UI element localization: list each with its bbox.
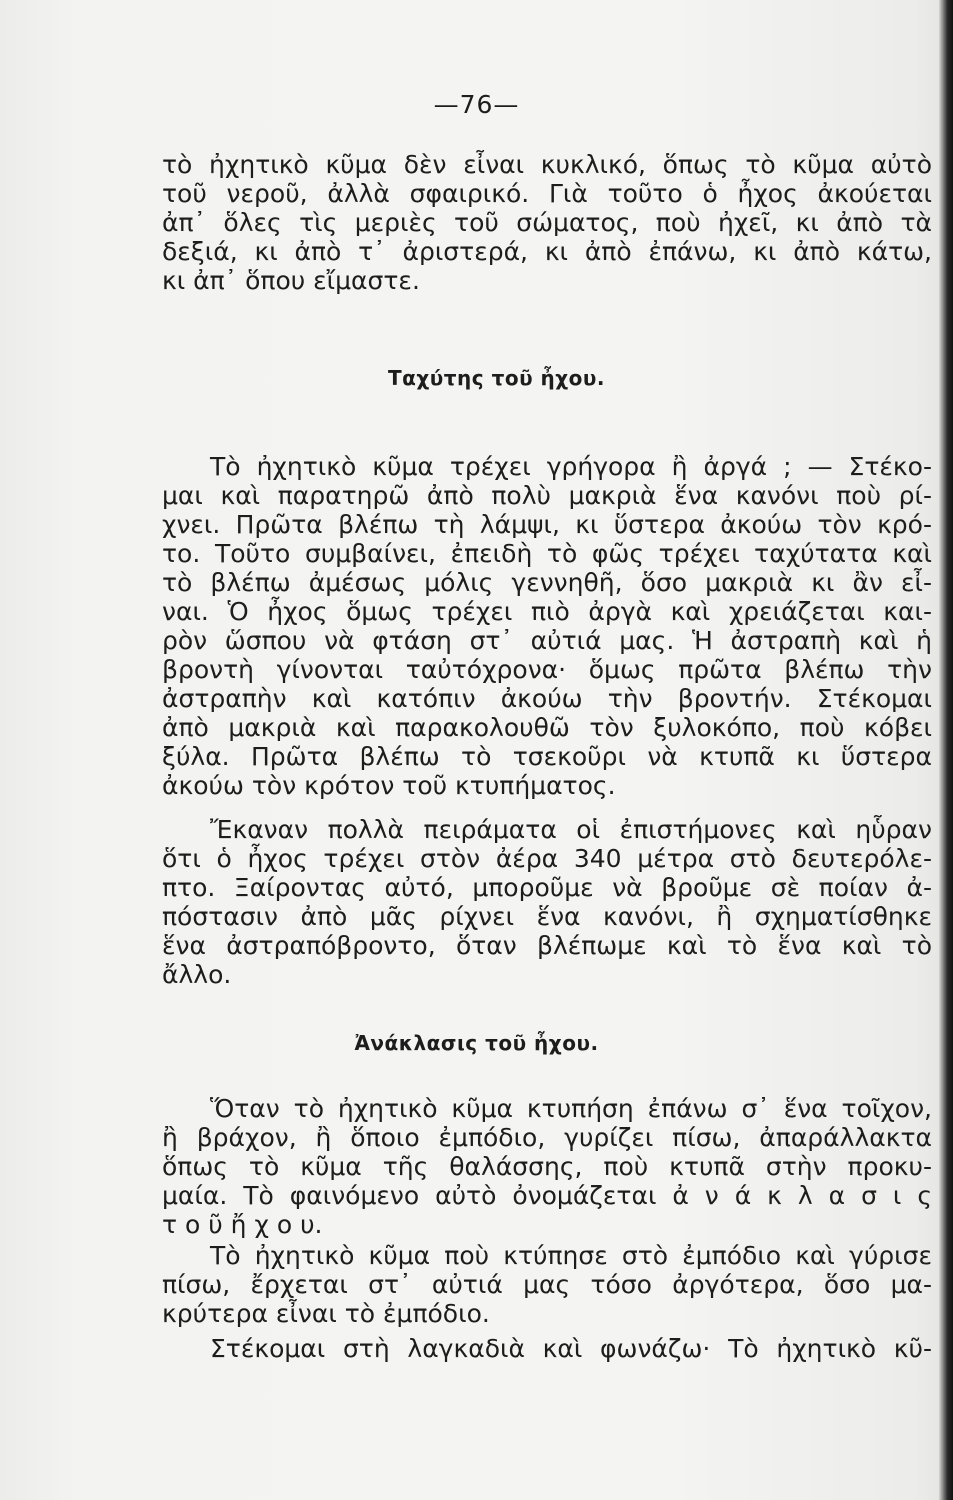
paragraph-speed [162,452,932,800]
paragraph-echo-delay [162,1241,932,1328]
text-line: ἀκούω τὸν κρότον τοῦ κτυπήματος. [162,771,616,800]
text-line: τοῦ νεροῦ, ἀλλὰ σφαιρικό. Γιὰ τοῦτο ὁ ἦχος ἀκούεται [162,179,932,208]
text-line: ἢ βράχον, ἢ ὅποιο ἐμπόδιο, γυρίζει πίσω, ἀπαράλλακτα [162,1123,932,1152]
section-heading-reflection: Ἀνάκλασις τοῦ ἦχου. [354,1031,599,1055]
text-line: μαι καὶ παρατηρῶ ἀπὸ πολὺ μακριὰ ἕνα κανόνι ποὺ ρί- [162,481,932,510]
text-line: χνει. Πρῶτα βλέπω τὴ λάμψι, κι ὕστερα ἀκούω τὸν κρό- [162,510,932,539]
text-line: τ ο ῦ ἤ χ ο υ. [162,1210,323,1239]
text-line: ναι. Ὁ ἦχος ὅμως τρέχει πιὸ ἀργὰ καὶ χρειάζεται και- [162,597,932,626]
text-line: ὅπως τὸ κῦμα τῆς θαλάσσης, ποὺ κτυπᾶ στὴν προκυ- [162,1152,932,1181]
paragraph-continuation [162,150,932,295]
text-line: Ὅταν τὸ ἠχητικὸ κῦμα κτυπήση ἐπάνω σ᾽ ἕνα τοῖχον, [210,1094,932,1123]
text-line: μαία. Τὸ φαινόμενο αὐτὸ ὀνομάζεται ἀ ν ά κ λ α σ ι ς [162,1181,932,1210]
text-line: πτο. Ξαίροντας αὐτό, μποροῦμε νὰ βροῦμε σὲ ποίαν ἀ- [162,873,932,902]
text-line: κι ἀπ᾽ ὅπου εἴμαστε. [162,266,420,295]
text-line: κρύτερα εἶναι τὸ ἐμπόδιο. [162,1299,490,1328]
paragraph-valley [162,1334,932,1363]
text-line: πίσω, ἔρχεται στ᾽ αὐτιά μας τόσο ἀργότερα, ὅσο μα- [162,1270,932,1299]
paragraph-experiments [162,815,932,989]
paragraph-reflection [162,1094,932,1239]
text-line: ὅτι ὁ ἦχος τρέχει στὸν ἀέρα 340 μέτρα στὸ δευτερόλε- [162,844,932,873]
text-line: Στέκομαι στὴ λαγκαδιὰ καὶ φωνάζω· Τὸ ἠχητικὸ κῦ- [210,1334,932,1363]
text-line: ρὸν ὥσπου νὰ φτάση στ᾽ αὐτιά μας. Ἡ ἀστραπὴ καὶ ἡ [162,626,932,655]
text-line: το. Τοῦτο συμβαίνει, ἐπειδὴ τὸ φῶς τρέχει ταχύτατα καὶ [162,539,932,568]
text-line: ἄλλο. [162,960,232,989]
text-line: δεξιά, κι ἀπὸ τ᾽ ἀριστερά, κι ἀπὸ ἐπάνω, κι ἀπὸ κάτω, [162,237,932,266]
page-edge-shadow [939,0,953,1500]
text-line: ἀπ᾽ ὅλες τὶς μεριὲς τοῦ σώματος, ποὺ ἠχεῖ, κι ἀπὸ τὰ [162,208,932,237]
page-number: —76— [433,90,520,119]
text-line: ἀστραπὴν καὶ κατόπιν ἀκούω τὴν βροντήν. Στέκομαι [162,684,932,713]
text-line: ἕνα ἀστραπόβροντο, ὅταν βλέπωμε καὶ τὸ ἕνα καὶ τὸ [162,931,932,960]
text-line: Τὸ ἠχητικὸ κῦμα ποὺ κτύπησε στὸ ἐμπόδιο καὶ γύρισε [210,1241,932,1270]
text-line: Τὸ ἠχητικὸ κῦμα τρέχει γρήγορα ἢ ἀργά ; — Στέκο- [210,452,932,481]
text-line: ξύλα. Πρῶτα βλέπω τὸ τσεκοῦρι νὰ κτυπᾶ κι ὕστερα [162,742,932,771]
text-line: ἀπὸ μακριὰ καὶ παρακολουθῶ τὸν ξυλοκόπο, ποὺ κόβει [162,713,932,742]
text-line: Ἔκαναν πολλὰ πειράματα οἱ ἐπιστήμονες καὶ ηὗραν [210,815,932,844]
text-line: τὸ βλέπω ἀμέσως μόλις γεννηθῆ, ὅσο μακριὰ κι ἂν εἶ- [162,568,932,597]
text-line: πόστασιν ἀπὸ μᾶς ρίχνει ἕνα κανόνι, ἢ σχηματίσθηκε [162,902,932,931]
text-line: τὸ ἠχητικὸ κῦμα δὲν εἶναι κυκλικό, ὅπως τὸ κῦμα αὐτὸ [162,150,932,179]
section-heading-speed: Ταχύτης τοῦ ἦχου. [387,366,606,390]
text-line: βροντὴ γίνονται ταὐτόχρονα· ὅμως πρῶτα βλέπω τὴν [162,655,932,684]
